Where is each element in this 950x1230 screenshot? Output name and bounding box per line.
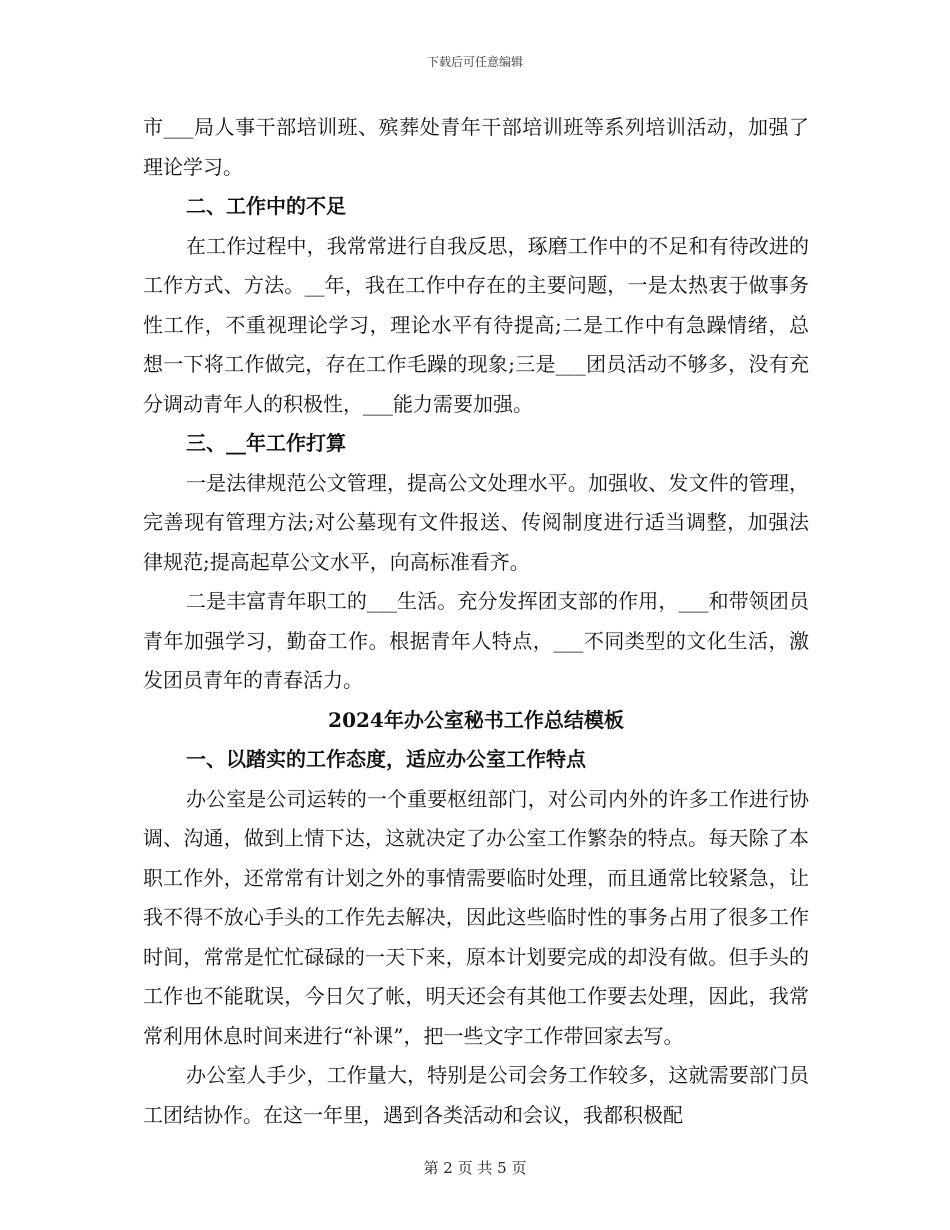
paragraph: 办公室是公司运转的一个重要枢纽部门，对公司内外的许多工作进行协调、沟通，做到上情下达，这就决定了办公室工作繁杂的特点。每天除了本职工作外，还常常有计划之外的事情需要临时处理，而且通常比较紧急，让我不得不放心手头的工作先去解决，因此这些临时性的事务占用了很多工作时间，常常是忙忙碌碌的一天下来，原本计划要完成的却没有做。但手头的工作也不能耽误，今日欠了帐，明天还会有其他工作要去处理，因此，我常常利用休息时间来进行“补课”，把一些文字工作带回家去写。	[143, 786, 809, 1048]
section-heading: 二、工作中的不足	[186, 194, 346, 218]
document-body	[143, 108, 809, 1135]
paragraph: 办公室人手少，工作量大，特别是公司会务工作较多，这就需要部门员工团结协作。在这一年里，遇到各类活动和会议，我都积极配	[143, 1063, 809, 1127]
document-title: 2024年办公室秘书工作总结模板	[328, 707, 624, 732]
paragraph: 市___局人事干部培训班、殡葬处青年干部培训班等系列培训活动，加强了理论学习。	[143, 115, 809, 179]
section-heading: 一、以踏实的工作态度，适应办公室工作特点	[186, 747, 586, 771]
page-footer: 第 2 页 共 5 页	[423, 1159, 527, 1177]
paragraph: 二是丰富青年职工的___生活。充分发挥团支部的作用，___和带领团员青年加强学习，勤奋工作。根据青年人特点，___不同类型的文化生活，激发团员青年的青春活力。	[143, 589, 809, 692]
paragraph: 一是法律规范公文管理，提高公文处理水平。加强收、发文件的管理，完善现有管理方法;对公墓现有文件报送、传阅制度进行适当调整，加强法律规范;提高起草公文水平，向高标准看齐。	[143, 470, 809, 574]
paragraph: 在工作过程中，我常常进行自我反思，琢磨工作中的不足和有待改进的工作方式、方法。__年，我在工作中存在的主要问题，一是太热衷于做事务性工作，不重视理论学习，理论水平有待提高;二是工作中有急躁情绪，总想一下将工作做完，存在工作毛躁的现象;三是___团员活动不够多，没有充分调动青年人的积极性，___能力需要加强。	[143, 233, 809, 416]
section-heading: 三、__年工作打算	[186, 431, 346, 455]
page-header: 下载后可任意编辑	[426, 55, 523, 69]
